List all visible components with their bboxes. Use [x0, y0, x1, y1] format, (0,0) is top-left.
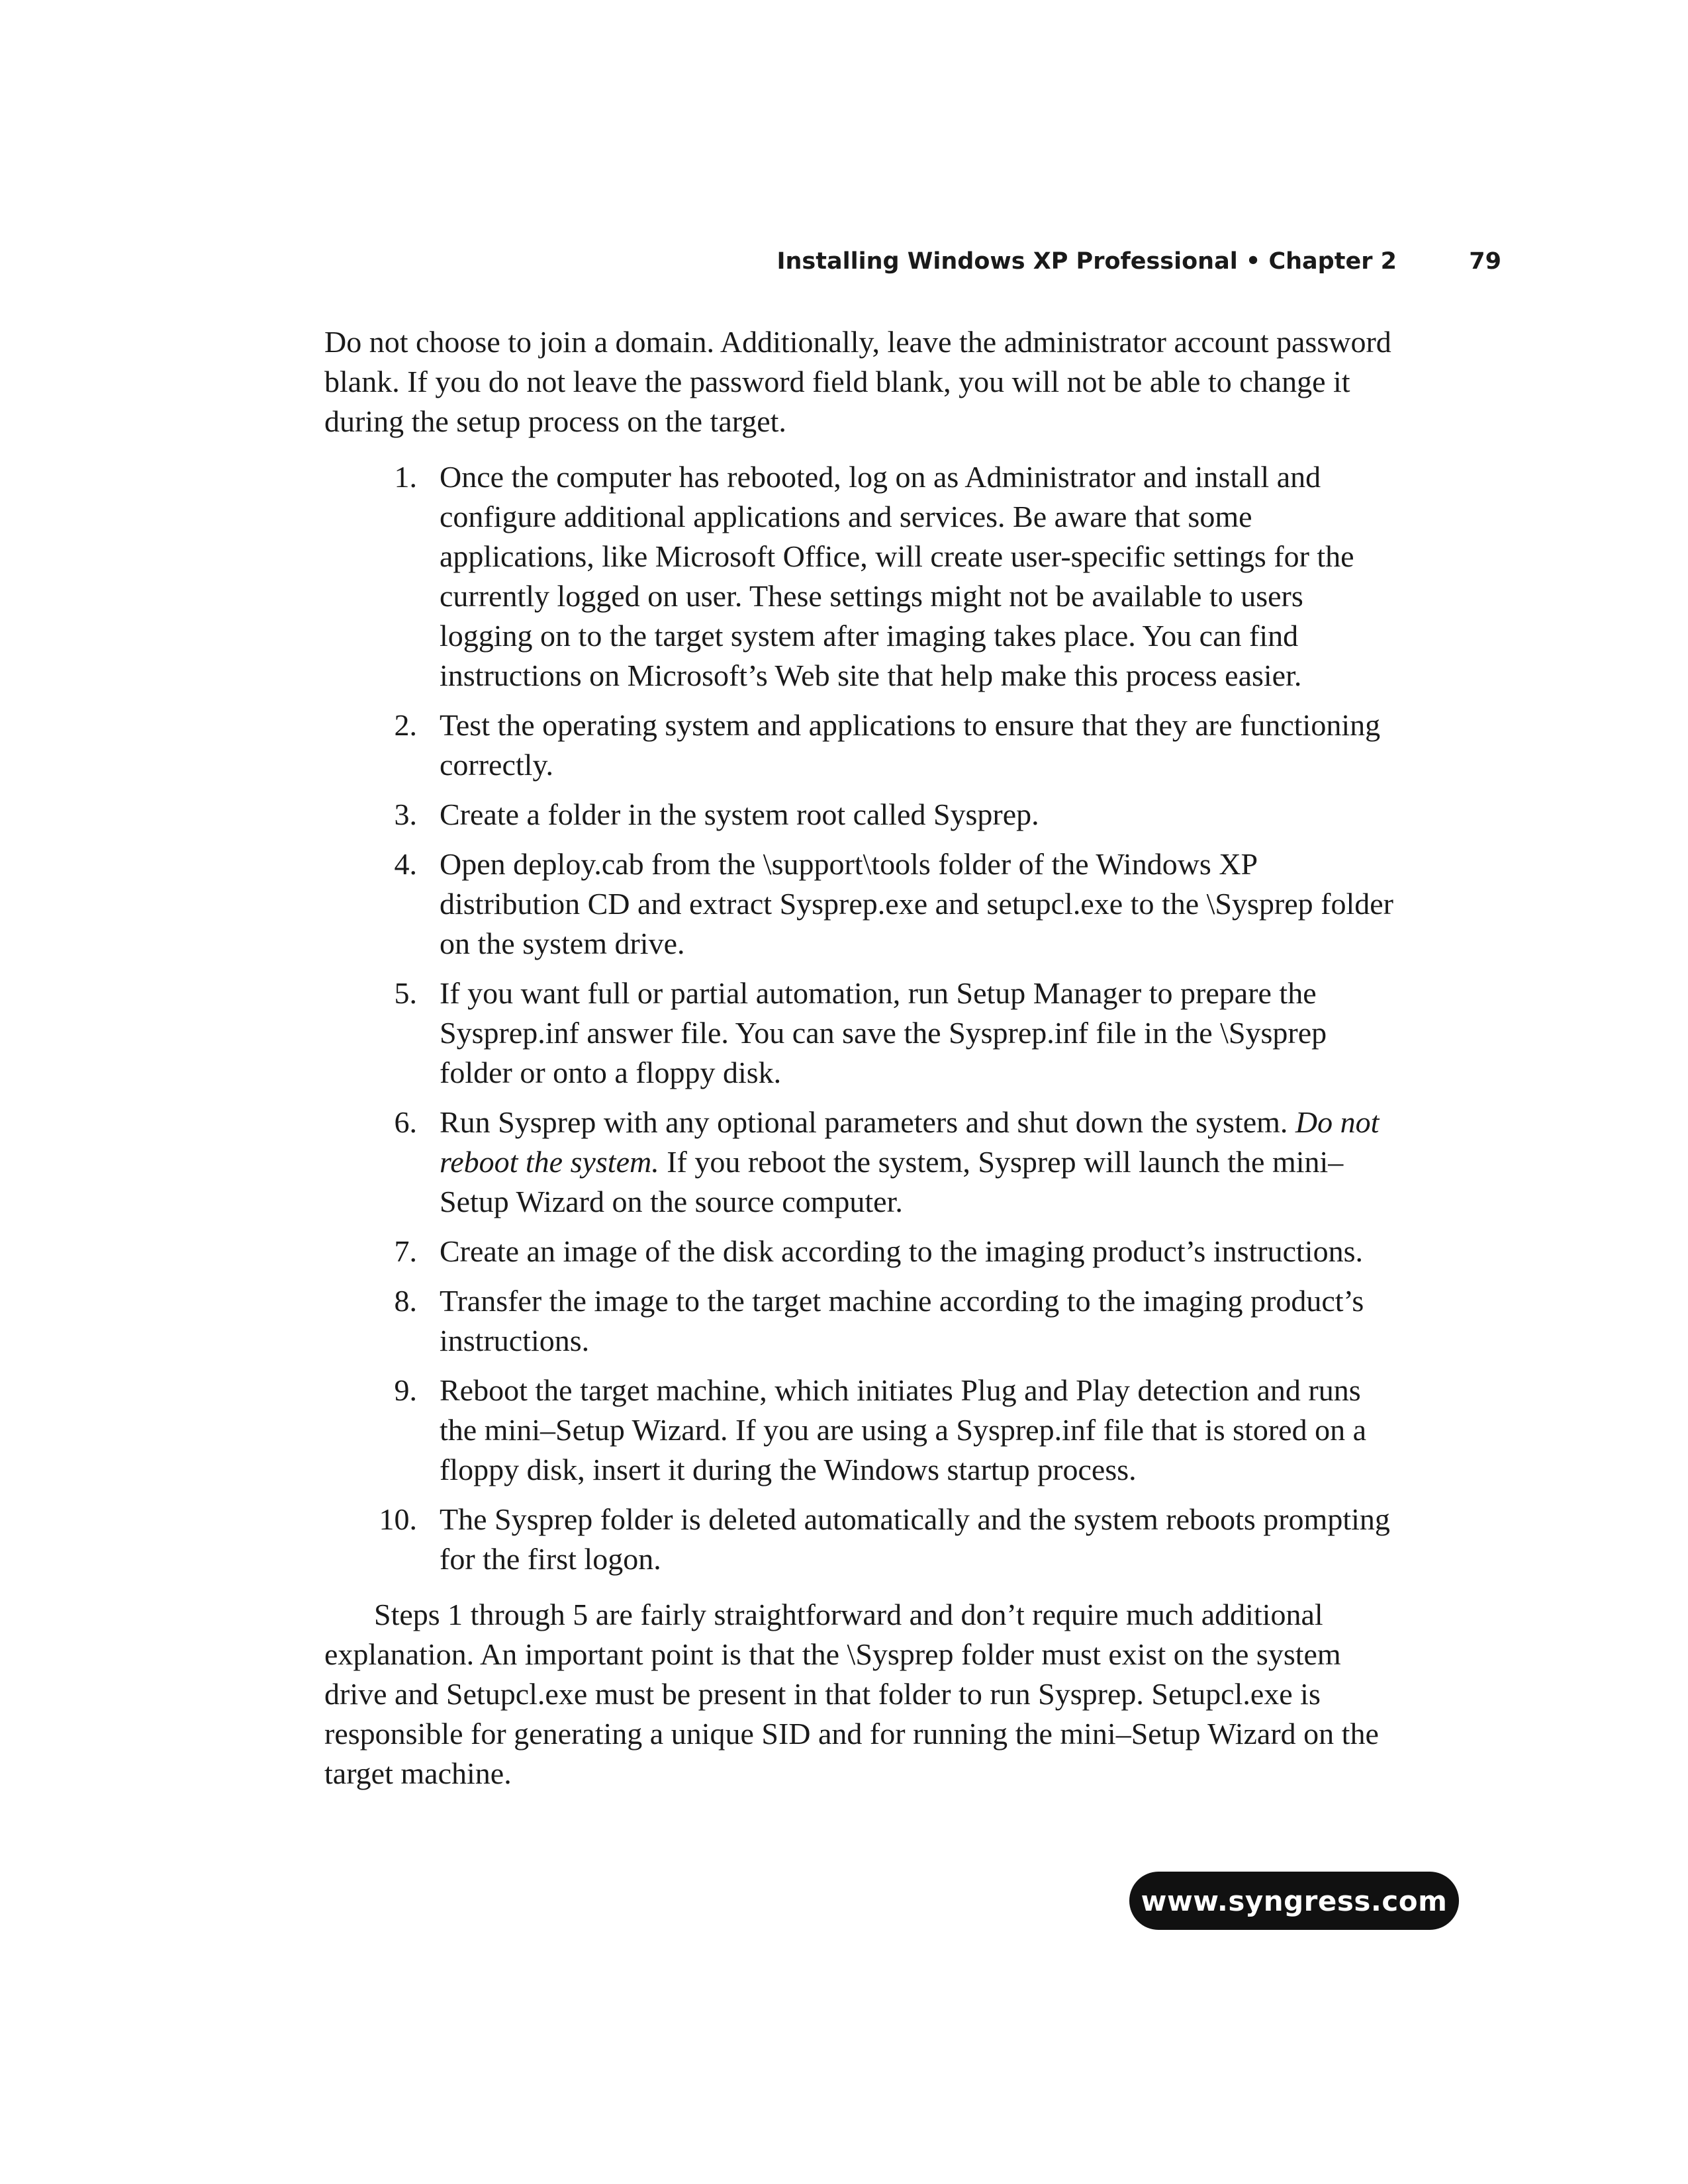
- list-item: [324, 844, 1403, 964]
- step-number: 4.: [394, 847, 417, 881]
- list-item: [324, 795, 1403, 835]
- step-text: Once the computer has rebooted, log on as Administrator and install and configure additional applications and services. Be aware that some applications, like Microsoft Office, will create user-specific settings for the currently logged on user. These settings might not be available to users logging on to the target system after imaging takes place. You can find instructions on Microsoft’s Web site that help make this process easier.: [440, 460, 1354, 692]
- list-item: [324, 1281, 1403, 1361]
- step-number: 6.: [394, 1105, 417, 1139]
- list-item: [324, 1232, 1403, 1271]
- step-number: 2.: [394, 708, 417, 742]
- list-item: [324, 1500, 1403, 1579]
- step-text: Reboot the target machine, which initiates Plug and Play detection and runs the mini–Setup Wizard. If you are using a Sysprep.inf file that is stored on a floppy disk, insert it during the Windows startup process.: [440, 1373, 1366, 1486]
- step-number: 9.: [394, 1373, 417, 1407]
- step-text: If you want full or partial automation, run Setup Manager to prepare the Sysprep.inf answer file. You can save the Sysprep.inf file in the \Sysprep folder or onto a floppy disk.: [440, 976, 1327, 1089]
- step-number: 1.: [394, 460, 417, 494]
- list-item: [324, 457, 1403, 696]
- steps-list: [324, 457, 1403, 1579]
- running-header: [761, 248, 1501, 288]
- running-title: Installing Windows XP Professional • Chapter 2: [776, 248, 1397, 275]
- step-number: 7.: [394, 1234, 417, 1268]
- intro-paragraph: Do not choose to join a domain. Additionally, leave the administrator account password blank. If you do not leave the password field blank, you will not be able to change it during the setup process on the target.: [324, 325, 1391, 438]
- step-text: The Sysprep folder is deleted automatically and the system reboots prompting for the first logon.: [440, 1502, 1390, 1576]
- step-text: Run Sysprep with any optional parameters and shut down the system.: [440, 1105, 1295, 1139]
- page-body: [324, 322, 1403, 1809]
- step-emphasis: Do not reboot the system.: [440, 1105, 1380, 1179]
- step-number: 10.: [379, 1502, 417, 1536]
- website-badge: www.syngress.com: [1129, 1872, 1459, 1930]
- closing-paragraph: Steps 1 through 5 are fairly straightforward and don’t require much additional explanation. An important point is that the \Sysprep folder must exist on the system drive and Setupcl.exe must be present in that folder to run Sysprep. Setupcl.exe is responsible for generating a unique SID and for running the mini–Setup Wizard on the target machine.: [324, 1598, 1379, 1790]
- step-text: Transfer the image to the target machine according to the imaging product’s instructions.: [440, 1284, 1364, 1357]
- page-number: 79: [1469, 248, 1501, 275]
- list-item: [324, 974, 1403, 1093]
- list-item: [324, 705, 1403, 785]
- step-text-after: If you reboot the system, Sysprep will launch the mini–Setup Wizard on the source computer.: [440, 1145, 1344, 1218]
- step-number: 5.: [394, 976, 417, 1010]
- step-text: Open deploy.cab from the \support\tools folder of the Windows XP distribution CD and extract Sysprep.exe and setupcl.exe to the \Sysprep folder on the system drive.: [440, 847, 1393, 960]
- step-number: 3.: [394, 797, 417, 831]
- step-text: Create an image of the disk according to the imaging product’s instructions.: [440, 1234, 1363, 1268]
- step-number: 8.: [394, 1284, 417, 1318]
- list-item: [324, 1371, 1403, 1490]
- step-text: Test the operating system and applications to ensure that they are functioning correctly.: [440, 708, 1381, 782]
- step-text: Create a folder in the system root called Sysprep.: [440, 797, 1039, 831]
- list-item: [324, 1103, 1403, 1222]
